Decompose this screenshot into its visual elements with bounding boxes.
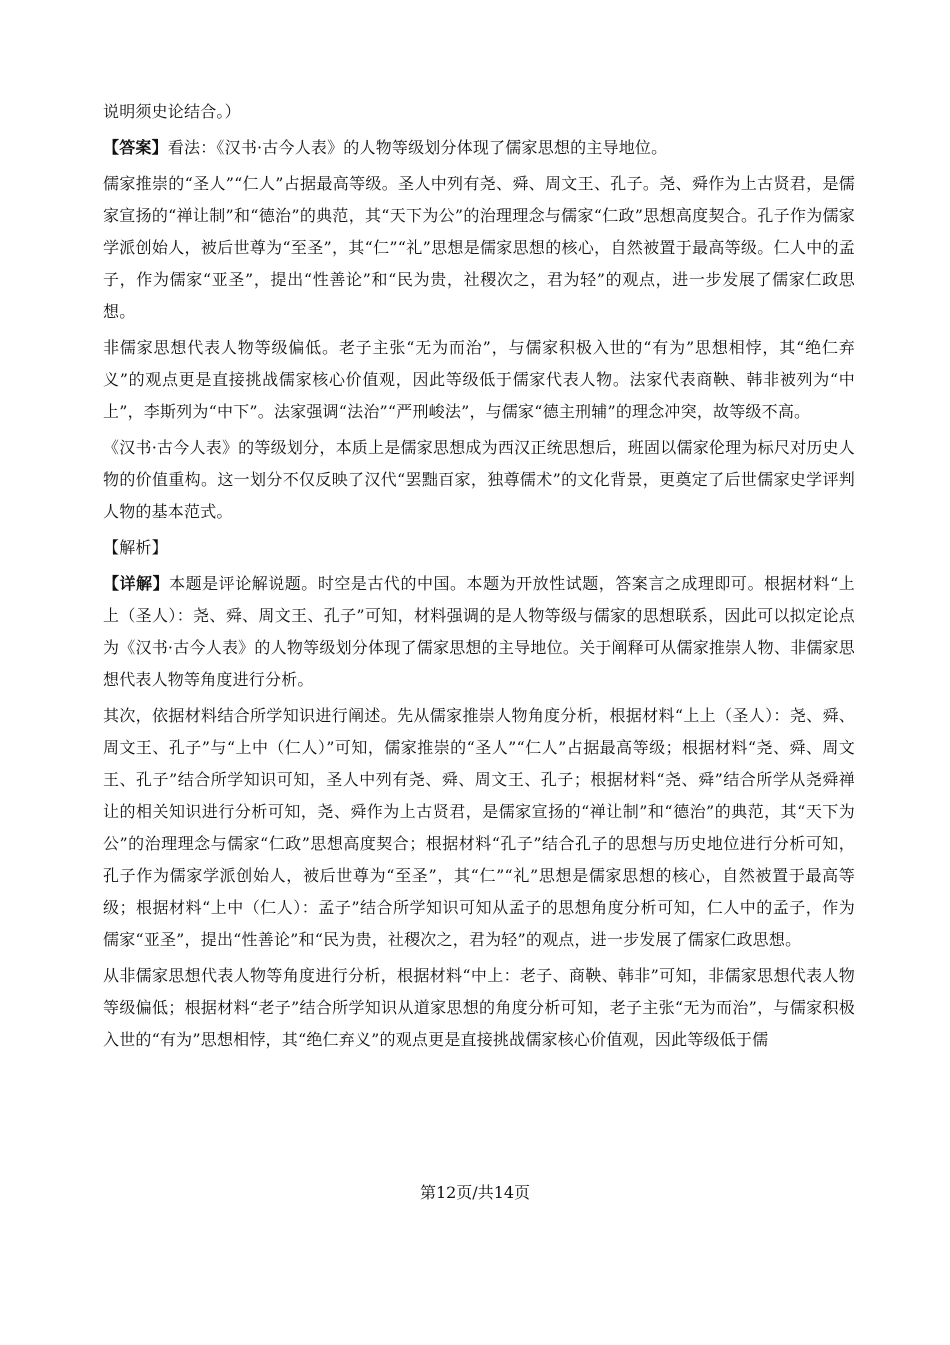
paragraph-text: 其次，依据材料结合所学知识进行阐述。先从儒家推崇人物角度分析，根据材料“上上（圣人）：尧、舜、周文王、孔子”与“上中（仁人）”可知，儒家推崇的“圣人”“仁人”占据最高等级；根据材料“尧、舜、周文王、孔子”结合所学知识可知，圣人中列有尧、舜、周文王、孔子；根据材料“尧、舜”结合所学从尧舜禅让的相关知识进行分析可知，尧、舜作为上古贤君，是儒家宣扬的“禅让制”和“德治”的典范，其“天下为公”的治理理念与儒家“仁政”思想高度契合；根据材料“孔子”结合孔子的思想与历史地位进行分析可知，孔子作为儒家学派创始人，被后世尊为“至圣”，其“仁”“礼”思想是儒家思想的核心，自然被置于最高等级；根据材料“上中（仁人）：孟子”结合所学知识可知从孟子的思想角度分析可知，仁人中的孟子，作为儒家“亚圣”，提出“性善论”和“民为贵，社稷次之，君为轻”的观点，进一步发展了儒家仁政思想。 — [103, 706, 855, 949]
paragraph-text: 《汉书·古今人表》的等级划分，本质上是儒家思想成为西汉正统思想后，班固以儒家伦理为标尺对历史人物的价值重构。这一划分不仅反映了汉代“罢黜百家，独尊儒术”的文化背景，更奠定了后世儒家史学评判人物的基本范式。 — [103, 438, 855, 521]
paragraph-intro — [103, 96, 855, 128]
paragraph-text: 说明须史论结合。） — [103, 102, 241, 121]
paragraph-detail — [103, 568, 855, 696]
analysis-tag: 【解析】 — [103, 538, 168, 557]
paragraph-non-confucian-figures — [103, 332, 855, 428]
paragraph-text: 看法：《汉书·古今人表》的人物等级划分体现了儒家思想的主导地位。 — [167, 138, 668, 157]
paragraph-elaboration — [103, 700, 855, 956]
paragraph-text: 本题是评论解说题。时空是古代的中国。本题为开放性试题，答案言之成理即可。根据材料“上上（圣人）：尧、舜、周文王、孔子”可知，材料强调的是人物等级与儒家的思想联系，因此可以拟定论点为《汉书·古今人表》的人物等级划分体现了儒家思想的主导地位。关于阐释可从儒家推崇人物、非儒家思想代表人物等角度进行分析。 — [103, 574, 855, 689]
paragraph-analysis-heading — [103, 532, 855, 564]
answer-tag: 【答案】 — [103, 138, 168, 157]
paragraph-conclusion — [103, 432, 855, 528]
page-number-footer: 第12页/共14页 — [419, 1183, 531, 1202]
paragraph-text: 儒家推崇的“圣人”“仁人”占据最高等级。圣人中列有尧、舜、周文王、孔子。尧、舜作为上古贤君，是儒家宣扬的“禅让制”和“德治”的典范，其“天下为公”的治理理念与儒家“仁政”思想高度契合。孔子作为儒家学派创始人，被后世尊为“至圣”，其“仁”“礼”思想是儒家思想的核心，自然被置于最高等级。仁人中的孟子，作为儒家“亚圣”，提出“性善论”和“民为贵，社稷次之，君为轻”的观点，进一步发展了儒家仁政思想。 — [103, 174, 855, 321]
paragraph-text: 非儒家思想代表人物等级偏低。老子主张“无为而治”，与儒家积极入世的“有为”思想相悖，其“绝仁弃义”的观点更是直接挑战儒家核心价值观，因此等级低于儒家代表人物。法家代表商鞅、韩非被列为“中上”，李斯列为“中下”。法家强调“法治”“严刑峻法”，与儒家“德主刑辅”的理念冲突，故等级不高。 — [103, 338, 855, 421]
detail-tag: 【详解】 — [103, 574, 170, 593]
paragraph-text: 从非儒家思想代表人物等角度进行分析，根据材料“中上：老子、商鞅、韩非”可知，非儒家思想代表人物等级偏低；根据材料“老子”结合所学知识从道家思想的角度分析可知，老子主张“无为而治”，与儒家积极入世的“有为”思想相悖，其“绝仁弃义”的观点更是直接挑战儒家核心价值观，因此等级低于儒 — [103, 966, 855, 1049]
paragraph-answer — [103, 132, 855, 164]
paragraph-non-confucian-analysis — [103, 960, 855, 1056]
document-body — [103, 96, 855, 1056]
paragraph-confucian-figures — [103, 168, 855, 328]
